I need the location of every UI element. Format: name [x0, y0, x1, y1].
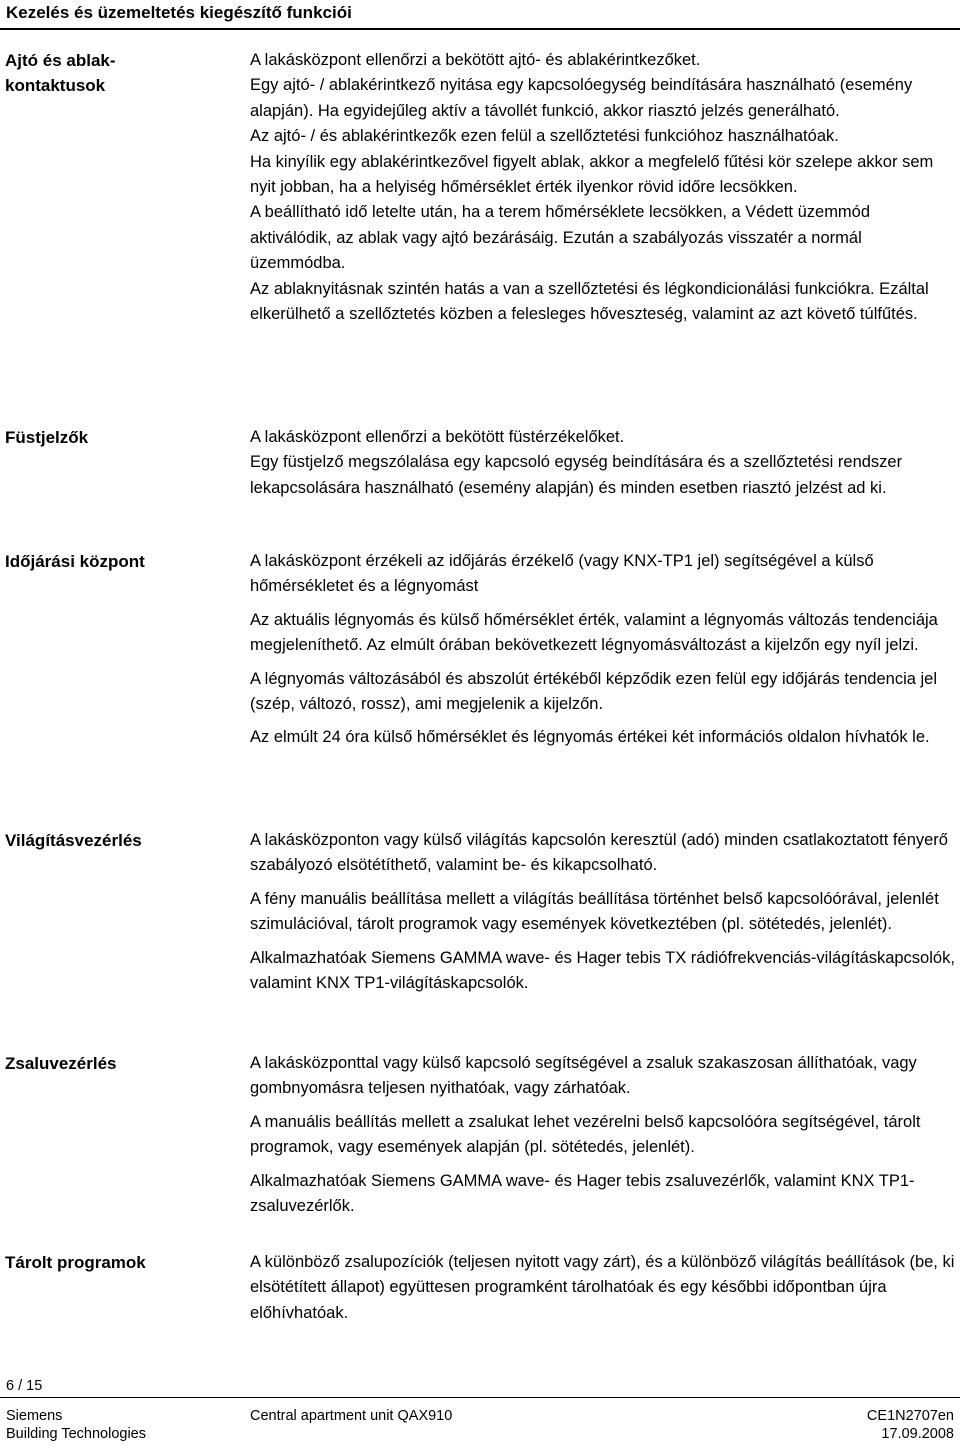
- paragraph: Az ajtó- / és ablakérintkezők ezen felül a szellőztetési funkcióhoz használhatóak.: [250, 127, 839, 146]
- paragraph: Alkalmazhatóak Siemens GAMMA wave- és Hager tebis TX rádiófrekvenciás-világításkapcsolók, valamint KNX TP1-világításkapcsolók.: [250, 948, 955, 993]
- paragraph: A beállítható idő letelte után, ha a terem hőmérséklete lecsökken, a Védett üzemmód aktiválódik, az ablak vagy ajtó bezárásáig. Ezután a szabályozás visszatér a normál üzemmódba.: [250, 203, 871, 273]
- page-title: Kezelés és üzemeltetés kiegészítő funkciói: [6, 3, 352, 22]
- section-body-weather-station: [250, 549, 955, 751]
- paragraph: Az ablaknyitásnak szintén hatás a van a szellőztetési és légkondicionálási funkciókra. Ezáltal elkerülhető a szellőztetés közben a felesleges hőveszteség, valamint az azt követő túlfűtés.: [250, 279, 929, 324]
- page-number: 6 / 15: [6, 1378, 43, 1394]
- section-body-stored-programs: [250, 1250, 955, 1326]
- paragraph: Ha kinyílik egy ablakérintkezővel figyelt ablak, akkor a megfelelő fűtési kör szelepe akkor sem nyit jobban, ha a helyiség hőmérséklet érték ilyenkor rövid időre lecsökken.: [250, 152, 934, 197]
- footer-company: Siemens: [6, 1408, 63, 1424]
- paragraph: A lakásközpont ellenőrzi a bekötött füstérzékelőket.: [250, 428, 625, 446]
- paragraph: A fény manuális beállítása mellett a világítás beállítása történhet belső kapcsolóórával, jelenlét szimulációval, tárolt programok vagy események következtében (pl. sötétedés, jelenlét).: [250, 889, 939, 934]
- section-body-shutter-control: [250, 1051, 955, 1219]
- paragraph: A manuális beállítás mellett a zsalukat lehet vezérelni belső kapcsolóóra segítségével, tárolt programok, vagy események alapján (pl. sötétedés, jelenlét).: [250, 1112, 921, 1157]
- section-body-lighting-control: [250, 828, 955, 996]
- section-label-stored-programs: Tárolt programok: [5, 1253, 146, 1272]
- title-divider: [0, 28, 960, 30]
- paragraph: Egy füstjelző megszólalása egy kapcsoló egység beindítására és a szellőztetési rendszer lekapcsolására használható (esemény alapján) és minden esetben riasztó jelzést ad ki.: [250, 453, 903, 497]
- section-body-smoke-detectors: [250, 425, 955, 501]
- section-label-shutter-control: Zsaluvezérlés: [5, 1054, 117, 1073]
- paragraph: A légnyomás változásából és abszolút értékéből képződik ezen felül egy időjárás tendencia jel (szép, változó, rossz), ami megjelenik a kijelzőn.: [250, 669, 938, 714]
- section-label-line: kontaktusok: [5, 76, 106, 95]
- section-body-door-window: [250, 48, 955, 327]
- paragraph: Az aktuális légnyomás és külső hőmérséklet érték, valamint a légnyomás változás tendenciája megjeleníthető. Az elmúlt órában bekövetkezett légnyomásváltozást a kijelzőn egy nyíl jelzi.: [250, 610, 938, 655]
- paragraph: A lakásközpont érzékeli az időjárás érzékelő (vagy KNX-TP1 jel) segítségével a külső hőmérsékletet és a légnyomást: [250, 552, 874, 596]
- paragraph: A lakásközponttal vagy külső kapcsoló segítségével a zsaluk szakaszosan állíthatóak, vagy gombnyomásra teljesen nyithatóak, vagy zárhatóak.: [250, 1054, 917, 1098]
- section-label-lighting-control: Világításvezérlés: [5, 831, 142, 850]
- footer-date: 17.09.2008: [881, 1426, 954, 1442]
- footer-division: Building Technologies: [6, 1426, 147, 1442]
- paragraph: A lakásközpont ellenőrzi a bekötött ajtó- és ablakérintkezőket.: [250, 51, 701, 69]
- section-label-smoke-detectors: Füstjelzők: [5, 428, 89, 447]
- footer-product: Central apartment unit QAX910: [250, 1408, 453, 1424]
- paragraph: Alkalmazhatóak Siemens GAMMA wave- és Hager tebis zsaluvezérlők, valamint KNX TP1-zsaluvezérlők.: [250, 1171, 915, 1216]
- paragraph: A lakásközponton vagy külső világítás kapcsolón keresztül (adó) minden csatlakoztatott fényerő szabályozó elsötétíthető, valamint be- és kikapcsolható.: [250, 831, 948, 875]
- paragraph: Egy ajtó- / ablakérintkező nyitása egy kapcsolóegység beindítására használható (esemény alapján). Ha egyidejűleg aktív a távollét funkció, akkor riasztó jelzés generálható.: [250, 76, 913, 120]
- footer-divider: [0, 1397, 960, 1398]
- footer-doc-id: CE1N2707en: [866, 1408, 954, 1424]
- paragraph: A különböző zsalupozíciók (teljesen nyitott vagy zárt), és a különböző világítás beállítások (be, ki elsötétített állapot) együttesen programként tárolhatóak és egy későbbi időpontban újra előhívhatóak.: [250, 1253, 955, 1322]
- paragraph: Az elmúlt 24 óra külső hőmérséklet és légnyomás értékei két információs oldalon hívhatók le.: [250, 728, 930, 747]
- section-label-door-window: [5, 48, 230, 98]
- section-label-line: Ajtó és ablak-: [5, 51, 116, 70]
- section-label-weather-station: Időjárási központ: [5, 552, 145, 571]
